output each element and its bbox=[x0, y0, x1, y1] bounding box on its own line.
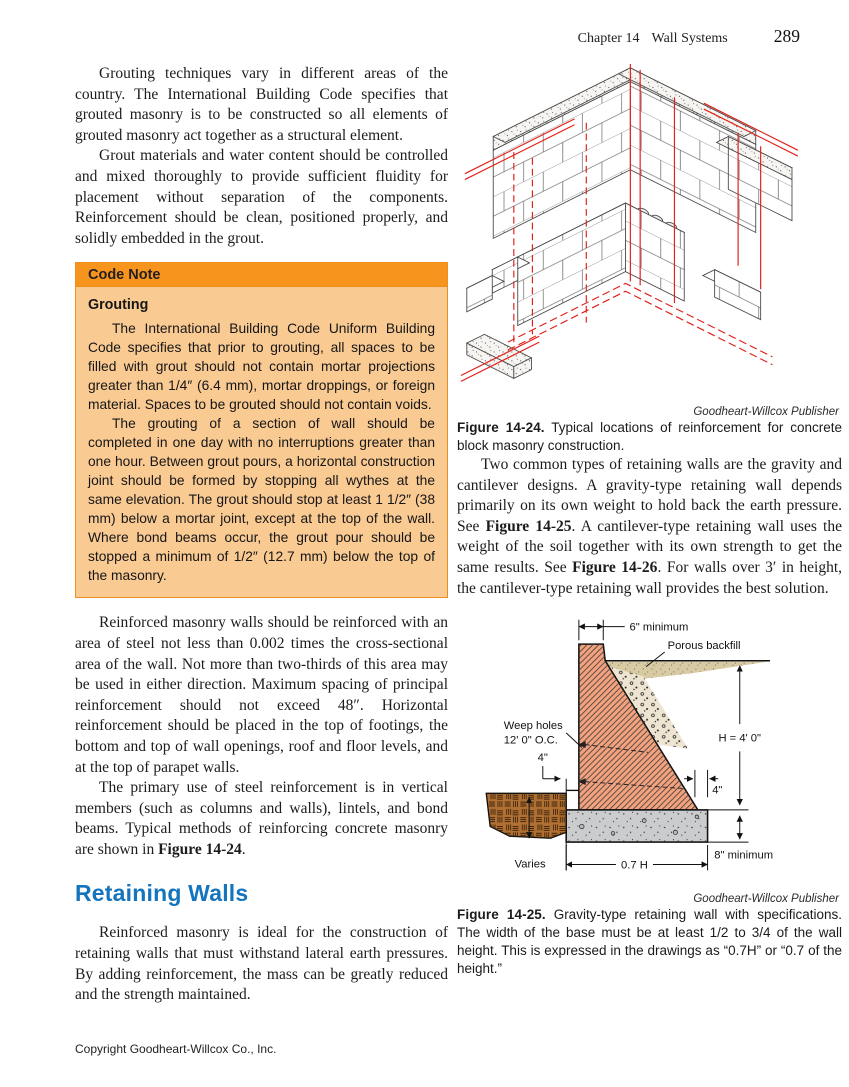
code-note-body bbox=[76, 287, 447, 597]
label-porous-backfill: Porous backfill bbox=[667, 640, 741, 653]
code-note-heading: Grouting bbox=[88, 297, 149, 314]
paragraph-text: Two common types of retaining walls are the gravity and cantilever designs. A gravity-type retaining wall depends primarily on its own weight to hold back the earth pressure. See bbox=[457, 456, 842, 535]
running-head-section: Wall Systems bbox=[651, 31, 728, 46]
figure-reference: Figure 14-26 bbox=[572, 558, 658, 576]
paragraph-two-common-types bbox=[457, 455, 842, 599]
paragraph-primary-use bbox=[75, 778, 448, 860]
code-note-paragraph-1: The International Building Code Uniform Building Code specifies that prior to grouting, all spaces to be filled with grout should not contain mortar projections greater than 1/4″ (6.4 mm), mortar droppings, or foreign material. Spaces to be grouted should not contain voids. bbox=[88, 321, 435, 413]
caption-text: Gravity-type retaining wall with specifications. The width of the base must be at least 1/2 to 3/4 of the wall height. This is expressed in the drawings as “0.7H” or “0.7 of the height.” bbox=[457, 907, 842, 977]
label-four-inch-right: 4" bbox=[712, 784, 723, 797]
paragraph-retaining-intro: Reinforced masonry is ideal for the construction of retaining walls that must withstand lateral earth pressures. By adding reinforcement, the mass can be greatly reduced and the strength maintained. bbox=[75, 924, 448, 1004]
paragraph-text: . For walls over 3′ in height, the cantilever-type retaining wall provides the best solution. bbox=[457, 558, 843, 597]
running-head-chapter: Chapter 14 bbox=[577, 31, 640, 46]
figure-14-25-label: Figure 14-25. bbox=[457, 907, 546, 923]
figure-14-24-illustration bbox=[457, 58, 839, 403]
paragraph-grout-materials: Grout materials and water content should be controlled and mixed thoroughly to provide sufficient fluidity for placement without separation of the components. Reinforcement should be clean, positioned properly, and solidly embedded in the grout. bbox=[75, 147, 448, 247]
figure-14-24-caption bbox=[457, 419, 842, 455]
label-wall-height: H = 4' 0" bbox=[718, 732, 762, 745]
paragraph-reinforced-walls: Reinforced masonry walls should be reinforced with an area of steel not less than 0.002 times the cross-sectional area of the wall. Not more than two-thirds of this area may be used in either direction. Maximum spacing of principal reinforcement should not exceed 48″. Horizontal reinforcement should be placed in the top of footings, the bottom and top of wall openings, roof and floor levels, and at the top of parapet walls. bbox=[75, 614, 448, 776]
figure-reference: Figure 14-25 bbox=[485, 517, 572, 535]
figure-14-24-credit: Goodheart-Willcox Publisher bbox=[693, 406, 839, 418]
paragraph-grouting-techniques: Grouting techniques vary in different areas of the country. The International Building Code specifies that grouted masonry is to be constructed so all elements of grouted masonry act together as a structural element. bbox=[75, 65, 448, 144]
figure-14-25-illustration bbox=[457, 605, 847, 890]
label-weep-holes-line1: Weep holes bbox=[503, 720, 563, 733]
paragraph-text: The primary use of steel reinforcement is in vertical members (such as columns and walls), lintels, and bond beams. Typical methods of reinforcing concrete masonry are shown in bbox=[75, 779, 448, 858]
copyright-footer: Copyright Goodheart-Willcox Co., Inc. bbox=[75, 1042, 277, 1056]
code-note-title: Code Note bbox=[76, 263, 447, 287]
label-varies: Varies bbox=[514, 858, 546, 871]
label-eight-minimum: 8" minimum bbox=[714, 849, 774, 862]
figure-reference: Figure 14-24 bbox=[158, 840, 242, 858]
page-number: 289 bbox=[773, 26, 800, 46]
paragraph-text: . bbox=[241, 840, 246, 858]
running-head bbox=[0, 26, 800, 47]
right-column bbox=[457, 58, 842, 978]
caption-text: Typical locations of reinforcement for concrete block masonry construction. bbox=[457, 420, 842, 453]
masonry-line-art bbox=[467, 68, 792, 378]
label-six-minimum: 6" minimum bbox=[629, 621, 689, 634]
paragraph-text: . A cantilever-type retaining wall uses the weight of the soil together with its own strength to get the same results. See bbox=[457, 517, 842, 576]
figure-14-24-label: Figure 14-24. bbox=[457, 420, 545, 435]
figure-14-25-credit: Goodheart-Willcox Publisher bbox=[693, 893, 839, 906]
section-heading-retaining-walls: Retaining Walls bbox=[75, 880, 249, 907]
figure-14-25-caption bbox=[457, 906, 842, 978]
code-note-box bbox=[75, 262, 448, 598]
label-base-width: 0.7 H bbox=[621, 859, 648, 872]
left-column bbox=[75, 64, 448, 1006]
label-weep-holes-line2: 12' 0" O.C. bbox=[503, 734, 558, 747]
label-four-inch-left: 4" bbox=[537, 752, 548, 765]
code-note-paragraph-2: The grouting of a section of wall should be completed in one day with no interruptions greater than one hour. Between grout pours, a horizontal construction joint should be formed by stopping all wythes at the same elevation. The grout should stop at least 1 1/2″ (38 mm) below a mortar joint, except at the top of the wall. Where bond beams occur, the grout pour should be stopped a minimum of 1/2″ (12.7 mm) below the top of the masonry. bbox=[88, 416, 435, 584]
